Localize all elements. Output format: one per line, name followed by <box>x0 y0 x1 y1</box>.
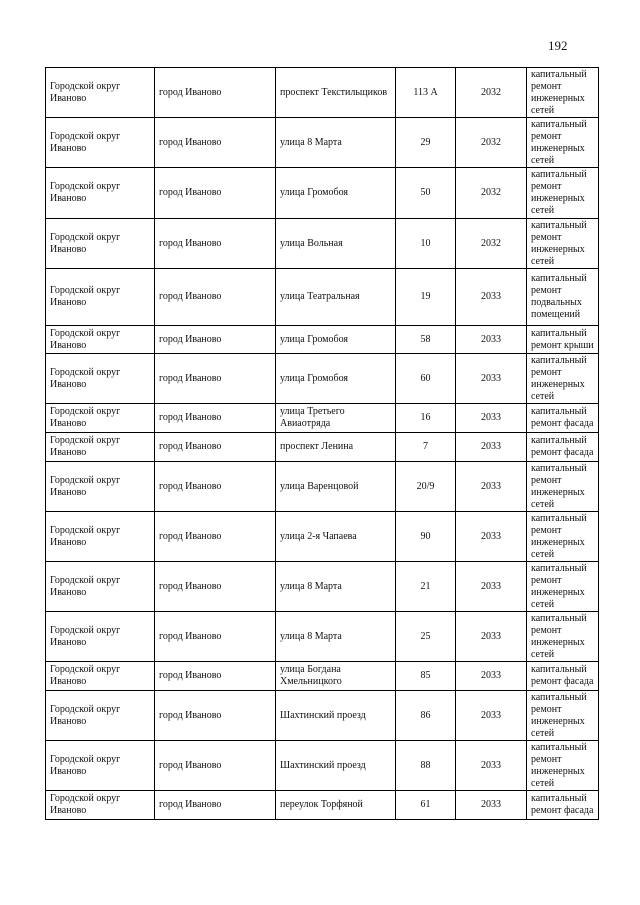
municipality-cell: Городской округ Иваново <box>46 791 155 820</box>
street-cell: Шахтинский проезд <box>276 691 396 741</box>
settlement-cell: город Иваново <box>155 404 276 433</box>
repair-schedule-table <box>45 67 599 820</box>
street-cell: Шахтинский проезд <box>276 741 396 791</box>
year-cell: 2032 <box>456 118 527 168</box>
year-cell: 2033 <box>456 662 527 691</box>
table-row <box>46 562 599 612</box>
house-number-cell: 50 <box>396 168 456 219</box>
settlement-cell: город Иваново <box>155 662 276 691</box>
street-cell: улица 8 Марта <box>276 612 396 662</box>
municipality-cell: Городской округ Иваново <box>46 562 155 612</box>
municipality-cell: Городской округ Иваново <box>46 354 155 404</box>
house-number-cell: 58 <box>396 326 456 354</box>
street-cell: проспект Ленина <box>276 433 396 462</box>
house-number-cell: 88 <box>396 741 456 791</box>
street-cell: улица Громобоя <box>276 168 396 219</box>
table-row <box>46 691 599 741</box>
house-number-cell: 60 <box>396 354 456 404</box>
year-cell: 2033 <box>456 269 527 326</box>
municipality-cell: Городской округ Иваново <box>46 691 155 741</box>
municipality-cell: Городской округ Иваново <box>46 219 155 269</box>
table-row <box>46 219 599 269</box>
table-row <box>46 612 599 662</box>
house-number-cell: 113 А <box>396 68 456 118</box>
table-row <box>46 269 599 326</box>
table-row <box>46 118 599 168</box>
year-cell: 2032 <box>456 168 527 219</box>
street-cell: улица Варенцовой <box>276 462 396 512</box>
year-cell: 2033 <box>456 562 527 612</box>
house-number-cell: 16 <box>396 404 456 433</box>
street-cell: улица Третьего Авиаотряда <box>276 404 396 433</box>
house-number-cell: 19 <box>396 269 456 326</box>
street-cell: улица Вольная <box>276 219 396 269</box>
year-cell: 2033 <box>456 512 527 562</box>
municipality-cell: Городской округ Иваново <box>46 433 155 462</box>
table-row <box>46 741 599 791</box>
municipality-cell: Городской округ Иваново <box>46 326 155 354</box>
house-number-cell: 85 <box>396 662 456 691</box>
settlement-cell: город Иваново <box>155 68 276 118</box>
settlement-cell: город Иваново <box>155 512 276 562</box>
work-type-cell: капитальный ремонт инженерных сетей <box>527 512 599 562</box>
table-row <box>46 168 599 219</box>
municipality-cell: Городской округ Иваново <box>46 741 155 791</box>
house-number-cell: 90 <box>396 512 456 562</box>
municipality-cell: Городской округ Иваново <box>46 662 155 691</box>
page-number: 192 <box>548 38 568 53</box>
settlement-cell: город Иваново <box>155 433 276 462</box>
table-row <box>46 326 599 354</box>
work-type-cell: капитальный ремонт инженерных сетей <box>527 219 599 269</box>
table-row <box>46 354 599 404</box>
street-cell: улица 8 Марта <box>276 562 396 612</box>
house-number-cell: 21 <box>396 562 456 612</box>
street-cell: улица Театральная <box>276 269 396 326</box>
street-cell: улица Богдана Хмельницкого <box>276 662 396 691</box>
settlement-cell: город Иваново <box>155 118 276 168</box>
street-cell: улица 2-я Чапаева <box>276 512 396 562</box>
street-cell: переулок Торфяной <box>276 791 396 820</box>
settlement-cell: город Иваново <box>155 326 276 354</box>
work-type-cell: капитальный ремонт инженерных сетей <box>527 354 599 404</box>
municipality-cell: Городской округ Иваново <box>46 612 155 662</box>
table-body <box>46 68 599 820</box>
year-cell: 2032 <box>456 219 527 269</box>
settlement-cell: город Иваново <box>155 791 276 820</box>
house-number-cell: 7 <box>396 433 456 462</box>
year-cell: 2033 <box>456 433 527 462</box>
municipality-cell: Городской округ Иваново <box>46 68 155 118</box>
street-cell: улица Громобоя <box>276 354 396 404</box>
work-type-cell: капитальный ремонт инженерных сетей <box>527 462 599 512</box>
work-type-cell: капитальный ремонт инженерных сетей <box>527 168 599 219</box>
work-type-cell: капитальный ремонт инженерных сетей <box>527 118 599 168</box>
year-cell: 2032 <box>456 68 527 118</box>
work-type-cell: капитальный ремонт фасада <box>527 662 599 691</box>
municipality-cell: Городской округ Иваново <box>46 118 155 168</box>
settlement-cell: город Иваново <box>155 691 276 741</box>
year-cell: 2033 <box>456 612 527 662</box>
street-cell: улица Громобоя <box>276 326 396 354</box>
work-type-cell: капитальный ремонт инженерных сетей <box>527 691 599 741</box>
municipality-cell: Городской округ Иваново <box>46 269 155 326</box>
table-row <box>46 791 599 820</box>
municipality-cell: Городской округ Иваново <box>46 462 155 512</box>
year-cell: 2033 <box>456 354 527 404</box>
settlement-cell: город Иваново <box>155 168 276 219</box>
settlement-cell: город Иваново <box>155 219 276 269</box>
house-number-cell: 29 <box>396 118 456 168</box>
year-cell: 2033 <box>456 691 527 741</box>
year-cell: 2033 <box>456 462 527 512</box>
municipality-cell: Городской округ Иваново <box>46 404 155 433</box>
table-row <box>46 404 599 433</box>
work-type-cell: капитальный ремонт подвальных помещений <box>527 269 599 326</box>
work-type-cell: капитальный ремонт инженерных сетей <box>527 562 599 612</box>
settlement-cell: город Иваново <box>155 741 276 791</box>
settlement-cell: город Иваново <box>155 354 276 404</box>
house-number-cell: 10 <box>396 219 456 269</box>
settlement-cell: город Иваново <box>155 462 276 512</box>
municipality-cell: Городской округ Иваново <box>46 168 155 219</box>
year-cell: 2033 <box>456 741 527 791</box>
table-row <box>46 662 599 691</box>
table-row <box>46 68 599 118</box>
work-type-cell: капитальный ремонт фасада <box>527 404 599 433</box>
work-type-cell: капитальный ремонт инженерных сетей <box>527 68 599 118</box>
house-number-cell: 20/9 <box>396 462 456 512</box>
table-row <box>46 462 599 512</box>
year-cell: 2033 <box>456 404 527 433</box>
work-type-cell: капитальный ремонт инженерных сетей <box>527 612 599 662</box>
work-type-cell: капитальный ремонт фасада <box>527 791 599 820</box>
year-cell: 2033 <box>456 791 527 820</box>
street-cell: улица 8 Марта <box>276 118 396 168</box>
work-type-cell: капитальный ремонт инженерных сетей <box>527 741 599 791</box>
house-number-cell: 61 <box>396 791 456 820</box>
table-row <box>46 433 599 462</box>
table-row <box>46 512 599 562</box>
settlement-cell: город Иваново <box>155 562 276 612</box>
municipality-cell: Городской округ Иваново <box>46 512 155 562</box>
year-cell: 2033 <box>456 326 527 354</box>
house-number-cell: 25 <box>396 612 456 662</box>
work-type-cell: капитальный ремонт крыши <box>527 326 599 354</box>
work-type-cell: капитальный ремонт фасада <box>527 433 599 462</box>
street-cell: проспект Текстильщиков <box>276 68 396 118</box>
house-number-cell: 86 <box>396 691 456 741</box>
settlement-cell: город Иваново <box>155 612 276 662</box>
settlement-cell: город Иваново <box>155 269 276 326</box>
